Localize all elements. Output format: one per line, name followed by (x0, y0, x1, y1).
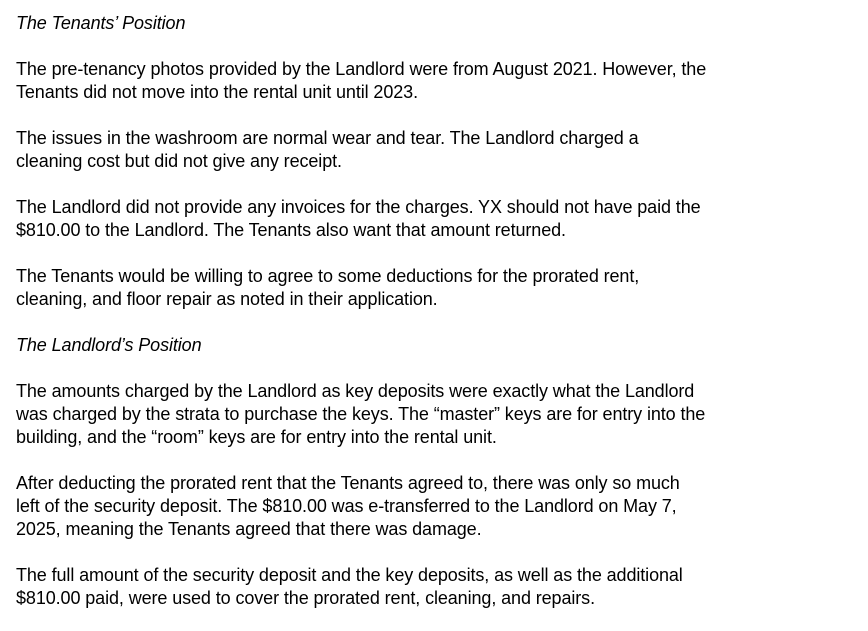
text-line: The pre-tenancy photos provided by the Landlord were from August 2021. However, the (16, 59, 707, 79)
text-line: Tenants did not move into the rental unit until 2023. (16, 82, 418, 102)
text-line: The issues in the washroom are normal wear and tear. The Landlord charged a (16, 128, 639, 148)
text-line: The Tenants would be willing to agree to some deductions for the prorated rent, (16, 266, 640, 286)
text-line: The amounts charged by the Landlord as key deposits were exactly what the Landlord (16, 381, 695, 401)
section-heading: The Landlord’s Position (16, 335, 202, 355)
paragraph (16, 564, 816, 610)
section-landlords-position (16, 334, 816, 610)
text-line: left of the security deposit. The $810.00 was e-transferred to the Landlord on May 7, (16, 496, 677, 516)
text-line: The Landlord did not provide any invoices for the charges. YX should not have paid the (16, 197, 701, 217)
text-line: cleaning, and floor repair as noted in their application. (16, 289, 438, 309)
section-heading: The Tenants’ Position (16, 13, 186, 33)
paragraph (16, 380, 816, 449)
paragraph (16, 127, 816, 173)
paragraph (16, 472, 816, 541)
paragraph (16, 196, 816, 242)
text-line: 2025, meaning the Tenants agreed that there was damage. (16, 519, 482, 539)
text-line: After deducting the prorated rent that the Tenants agreed to, there was only so much (16, 473, 680, 493)
text-line: was charged by the strata to purchase the keys. The “master” keys are for entry into the (16, 404, 706, 424)
text-line: The full amount of the security deposit and the key deposits, as well as the additional (16, 565, 683, 585)
paragraph (16, 58, 816, 104)
text-line: $810.00 paid, were used to cover the prorated rent, cleaning, and repairs. (16, 588, 595, 608)
text-line: building, and the “room” keys are for entry into the rental unit. (16, 427, 497, 447)
paragraph (16, 265, 816, 311)
text-line: cleaning cost but did not give any receipt. (16, 151, 342, 171)
section-tenants-position (16, 12, 816, 311)
text-line: $810.00 to the Landlord. The Tenants also want that amount returned. (16, 220, 566, 240)
